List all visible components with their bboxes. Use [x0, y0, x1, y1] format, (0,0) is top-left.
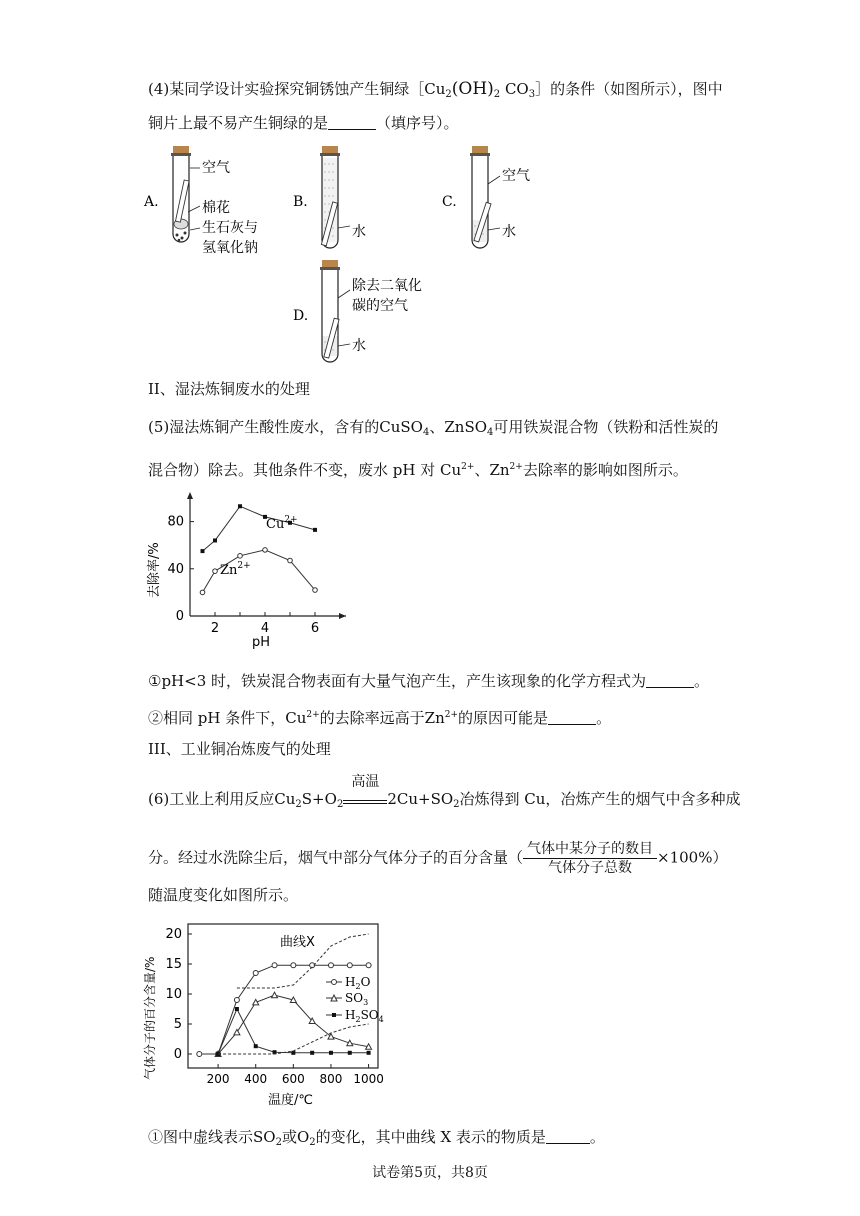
y-tick-label: 0	[175, 609, 184, 624]
y-tick-label: 0	[173, 1047, 182, 1062]
x-tick-label: 600	[281, 1072, 305, 1086]
answer-blank[interactable]	[546, 1129, 590, 1144]
chart2-ylabel: 气体分子的百分含量/%	[143, 956, 157, 1080]
q5-sub2: ②相同 pH 条件下，$Cu^{2+}$的去除率远高于$Zn^{2+}$的原因可能是 。	[148, 709, 612, 727]
svg-text:棉花: 棉花	[202, 200, 230, 216]
svg-text:H2O: $H_2O$	[345, 975, 371, 991]
zn-point	[238, 554, 243, 559]
svg-text:水: 水	[352, 338, 366, 354]
svg-text:D.: D.	[293, 308, 309, 324]
answer-blank[interactable]	[646, 673, 694, 688]
x-tick-label: 4	[260, 621, 270, 636]
answer-blank[interactable]	[328, 115, 376, 130]
cu-point	[201, 549, 205, 553]
svg-text:水: 水	[352, 224, 366, 240]
zn-point	[200, 590, 205, 595]
svg-text:空气: 空气	[202, 160, 230, 176]
svg-text:SO3: $SO_3$	[345, 991, 369, 1007]
tube-b	[320, 146, 350, 248]
svg-text:除去二氧化: 除去二氧化	[352, 278, 422, 294]
q5-line1: (5)湿法炼铜产生酸性废水，含有的CuSO$_4$、ZnSO$_4$可用铁炭混合物（铁粉和活性炭的	[148, 418, 719, 438]
chart2-xlabel: 温度/℃	[268, 1093, 313, 1108]
chart1-xlabel: pH	[252, 635, 271, 650]
h2o-point	[291, 963, 296, 968]
svg-text:C.: C.	[442, 194, 457, 210]
answer-blank[interactable]	[548, 710, 596, 725]
x-tick-label: 2	[210, 621, 220, 636]
tube-d	[320, 260, 350, 362]
so3-point	[253, 999, 259, 1005]
section-3-heading: III、工业铜冶炼废气的处理	[148, 740, 331, 758]
fraction: $\frac{\text{气体中某分子的数目}}{\text{气体分子总数}}$	[523, 840, 657, 877]
h2so4-point	[348, 1051, 352, 1055]
y-tick-label: 80	[167, 514, 184, 530]
zn-curve-label: $Zn^{2+}$	[220, 561, 251, 578]
gas-content-chart	[140, 916, 400, 1116]
cu-point	[238, 504, 242, 508]
h2so4-point	[254, 1044, 258, 1048]
so3-point	[272, 992, 278, 998]
q6-line3: 随温度变化如图所示。	[148, 886, 299, 904]
h2so4-point	[235, 1007, 239, 1011]
h2o-point	[366, 963, 371, 968]
svg-text:B.: B.	[293, 194, 308, 210]
dashed-curve-line	[218, 1024, 368, 1054]
x-tick-label: 400	[244, 1072, 268, 1086]
q4-line2: 铜片上最不易产生铜绿的是 （填序号）。	[148, 114, 459, 132]
chart2-legend	[326, 975, 384, 1024]
tube-a	[171, 146, 200, 242]
h2o-point	[328, 963, 333, 968]
q4-line1: (4)某同学设计实验探究铜锈蚀产生铜绿$[Cu_2(OH)_2$ $CO_3]$的条件（如图所示），图中	[148, 79, 723, 100]
h2so4-point	[329, 1051, 333, 1055]
h2o-point	[272, 963, 277, 968]
h2so4-point	[367, 1051, 371, 1055]
svg-text:水: 水	[502, 224, 516, 240]
x-tick-label: 1000	[353, 1072, 384, 1086]
h2o-point	[234, 998, 239, 1003]
y-tick-label: 5	[173, 1017, 182, 1032]
y-tick-label: 20	[165, 927, 182, 942]
q6-sub1: ①图中虚线表示$SO_2$或$O_2$的变化，其中曲线 X 表示的物质是 。	[148, 1128, 605, 1148]
q5-line2: 混合物）除去。其他条件不变，废水 pH 对 $Cu^{2+}$、$Zn^{2+}$去除率的影响如图所示。	[148, 461, 688, 479]
chart1-ylabel: 去除率/%	[147, 542, 162, 598]
zn-point	[288, 558, 293, 563]
y-axis-arrow	[187, 492, 193, 499]
tubes-figure	[140, 140, 560, 375]
svg-text:生石灰与: 生石灰与	[202, 220, 258, 236]
cu-series-line	[203, 506, 316, 551]
h2so4-point	[310, 1051, 314, 1055]
removal-rate-chart	[140, 488, 360, 658]
svg-text:氢氧化钠: 氢氧化钠	[202, 240, 258, 256]
h2o-point	[253, 971, 258, 976]
zn-point	[213, 569, 218, 574]
svg-text:H2SO4: $H_2SO_4$	[345, 1008, 384, 1024]
y-tick-label: 15	[165, 957, 182, 972]
q6-line2: 分。经过水洗除尘后，烟气中部分气体分子的百分含量（ $\frac{\text{气体中某分子的数目}}{\text{气体分子总数}}$ ×100%）	[148, 841, 728, 876]
h2o-point	[197, 1052, 202, 1057]
tube-c	[470, 146, 500, 248]
x-tick-label: 800	[319, 1072, 343, 1086]
x-tick-label: 6	[310, 621, 320, 636]
cu-point	[213, 538, 217, 542]
q5-sub1: ①pH<3 时，铁炭混合物表面有大量气泡产生，产生该现象的化学方程式为 。	[148, 672, 710, 690]
svg-text:碳的空气: 碳的空气	[352, 298, 408, 314]
y-tick-label: 40	[167, 561, 184, 577]
tube-a-letter: A.	[144, 194, 159, 210]
page-footer: 试卷第5页，共8页	[372, 1165, 488, 1181]
so3-point	[234, 1029, 240, 1035]
x-axis-arrow	[339, 613, 346, 619]
zn-point	[263, 548, 268, 553]
cu-curve-label: $Cu^{2+}$	[266, 515, 298, 532]
curve-x-label: 曲线X	[280, 935, 315, 950]
x-tick-label: 200	[206, 1072, 230, 1086]
cu-point	[313, 528, 317, 532]
q6-line1: (6)工业上利用反应$Cu_2S+O_2$ 高温 $2Cu+SO_2$冶炼得到 Cu，冶炼产生的烟气中含多种成	[148, 774, 741, 810]
reaction-condition: 高温	[343, 791, 387, 804]
zn-point	[313, 588, 318, 593]
section-2-heading: II、湿法炼铜废水的处理	[148, 380, 310, 398]
h2o-point	[347, 963, 352, 968]
svg-text:空气: 空气	[502, 168, 530, 184]
y-tick-label: 10	[165, 987, 182, 1002]
